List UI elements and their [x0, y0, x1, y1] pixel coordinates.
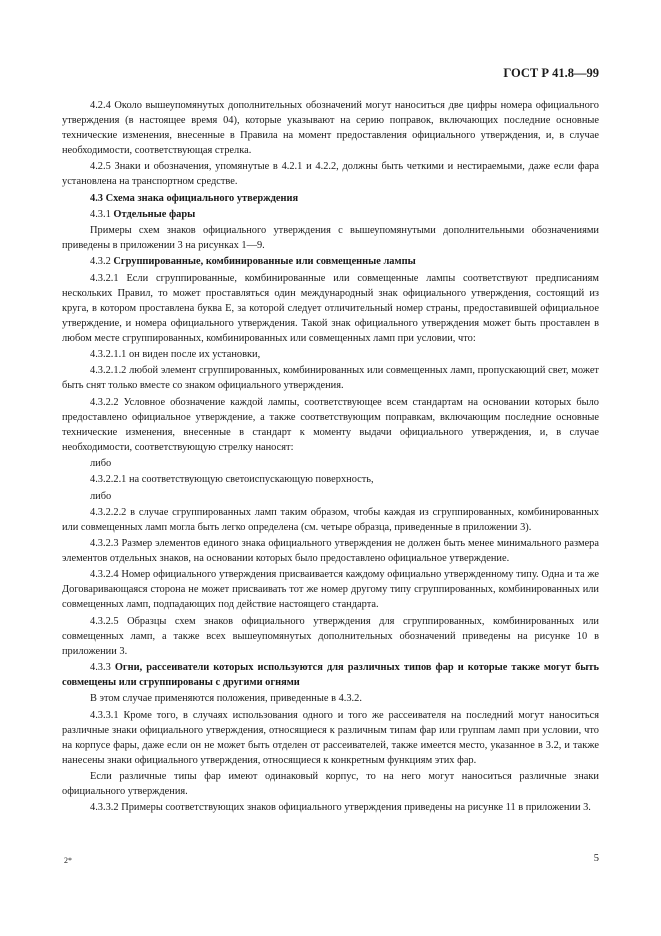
- section-heading-4-3: [62, 191, 599, 206]
- paragraph-4-3-2-2-1: [62, 472, 599, 487]
- clause-number: 4.3.2.1.1: [90, 349, 127, 361]
- paragraph-4-3-2-2: [62, 395, 599, 455]
- clause-number: 4.3.2.2: [90, 396, 119, 408]
- paragraph-text: Примеры соответствующих знаков официального утверждения приведены на рисунке 11 в приложении 3.: [121, 802, 591, 814]
- clause-number: 4.3.2.4: [90, 569, 119, 581]
- signature-mark: 2*: [64, 856, 72, 865]
- subsection-heading-4-3-2: [62, 254, 599, 269]
- clause-number: 4.3.3: [90, 662, 111, 674]
- paragraph-text: Около вышеупомянутых дополнительных обозначений могут наноситься две цифры номера официального утверждения (в настоящее время 04), которые указывают на серию поправок, включающих последние основные технические изменения, внесенные в Правила на момент предоставления официального утверждения, и, в случае необходимости, соответствующая стрелка.: [62, 100, 599, 156]
- paragraph-4-3-2-3: [62, 536, 599, 566]
- paragraph-4-2-5: [62, 159, 599, 189]
- clause-number: 4.3.3.2: [90, 802, 119, 814]
- paragraph-either-2: [62, 489, 599, 504]
- section-title: Схема знака официального утверждения: [105, 192, 299, 204]
- paragraph-text: Размер элементов единого знака официального утверждения не должен быть менее минимального размера элементов отдельных знаков, на основании которых было предоставлено официальное утверждение.: [62, 538, 599, 565]
- paragraph-4-2-4: [62, 98, 599, 158]
- paragraph-4-3-2-2-2: [62, 505, 599, 535]
- paragraph-4-3-2-1: [62, 271, 599, 346]
- paragraph-text: любой элемент сгруппированных, комбинированных или совмещенных ламп, пропускающий свет, может быть снят только вместе со знаком официального утверждения.: [62, 365, 599, 392]
- paragraph-text: Номер официального утверждения присваивается каждому официально утвержденному типу. Одна и та же Договаривающаяся сторона не может присваивать тот же номер другому типу сгруппированных, комбинированных или совмещенных ламп, подпадающих под действие настоящего стандарта.: [62, 569, 599, 611]
- standard-header: ГОСТ Р 41.8—99: [503, 66, 599, 80]
- document-body: [62, 98, 599, 817]
- paragraph-4-3-3-2: [62, 800, 599, 815]
- paragraph-text: Если различные типы фар имеют одинаковый корпус, то на него могут наноситься различные знаки официального утверждения.: [62, 770, 599, 797]
- page-number: 5: [593, 853, 599, 864]
- paragraph-4-3-2-4: [62, 567, 599, 612]
- paragraph-text: в случае сгруппированных ламп таким образом, чтобы каждая из сгруппированных, комбинированных или совмещенных ламп могла быть легко определена (см. четыре образца, приведенные в приложении 3).: [62, 506, 599, 533]
- paragraph-text: он виден после их установки,: [128, 349, 261, 361]
- clause-number: 4.3.2.1: [90, 272, 119, 284]
- paragraph-text: Знаки и обозначения, упомянутые в 4.2.1 и 4.2.2, должны быть четкими и нестираемыми, даже если фара установлена на транспортном средстве.: [62, 161, 599, 188]
- paragraph-text: Кроме того, в случаях использования одного и того же рассеивателя на последний могут наноситься различные знаки официального утверждения, относящиеся к различным типам фар или группам ламп при условии, что на корпусе фары, даже если он не может быть отделен от рассеивателей, также имеется место, указанное в 3.2, и также нанесены знаки официального утверждения, относящиеся к конкретным функциям этих фар.: [62, 709, 599, 766]
- subsection-heading-4-3-1: [62, 207, 599, 222]
- paragraph-text: В этом случае применяются положения, приведенные в 4.3.2.: [90, 693, 362, 705]
- paragraph-text: либо: [90, 457, 112, 469]
- paragraph-text: Если сгруппированные, комбинированные или совмещенные лампы соответствуют предписаниям нескольких Правил, то может проставляться один международный знак официального утверждения, состоящий из круга, в котором проставлена буква Е, за которой следует отличительный номер страны, предоставившей официальное утверждение, и номера официального утверждения. Такой знак официального утверждения может быть проставлен в любом месте сгруппированных, комбинированных или совмещенных ламп при условии, что:: [62, 272, 599, 344]
- paragraph-text: Примеры схем знаков официального утверждения с вышеупомянутыми дополнительными обозначениями приведены в приложении 3 на рисунках 1—9.: [62, 225, 599, 252]
- clause-number: 4.3.2.3: [90, 538, 119, 550]
- clause-number: 4.3.2.5: [90, 615, 119, 627]
- clause-number: 4.2.4: [90, 100, 111, 111]
- paragraph-4-3-2-5: [62, 614, 599, 659]
- clause-number: 4.3: [90, 192, 103, 204]
- subsection-title: Отдельные фары: [113, 208, 196, 220]
- paragraph-4-3-3-1: [62, 708, 599, 768]
- clause-number: 4.3.1: [90, 208, 111, 220]
- clause-number: 4.3.2: [90, 256, 111, 268]
- subsection-title: Сгруппированные, комбинированные или совмещенные лампы: [113, 256, 416, 268]
- subsection-title: Огни, рассеиватели которых используются для различных типов фар и которые также могут быть совмещены или сгруппированы с другими огнями: [62, 662, 599, 689]
- clause-number: 4.3.2.2.1: [90, 474, 127, 486]
- clause-number: 4.3.2.1.2: [90, 365, 127, 377]
- clause-number: 4.3.2.2.2: [90, 506, 127, 518]
- clause-number: 4.3.3.1: [90, 709, 119, 721]
- paragraph-examples: [62, 223, 599, 253]
- paragraph-text: Условное обозначение каждой лампы, соответствующее всем стандартам на основании которых было предоставлено официальное утверждение, а также соответствующим поправкам, включающим последние основные технические изменения, внесенные в стандарт к моменту выдачи официального утверждения, и, в случае необходимости, соответствующую стрелку наносят:: [62, 396, 599, 453]
- paragraph-4-3-2-1-2: [62, 363, 599, 393]
- paragraph-same-housing: [62, 769, 599, 799]
- paragraph-applies: [62, 691, 599, 706]
- paragraph-either-1: [62, 456, 599, 471]
- subsection-heading-4-3-3: [62, 660, 599, 690]
- clause-number: 4.2.5: [90, 161, 111, 173]
- paragraph-text: либо: [90, 490, 112, 502]
- paragraph-4-3-2-1-1: [62, 347, 599, 362]
- paragraph-text: на соответствующую светоиспускающую поверхность,: [128, 474, 374, 486]
- paragraph-text: Образцы схем знаков официального утверждения для сгруппированных, комбинированных или совмещенных ламп, а также всех вышеупомянутых дополнительных обозначений приведены на рисунке 10 в приложении 3.: [62, 615, 599, 657]
